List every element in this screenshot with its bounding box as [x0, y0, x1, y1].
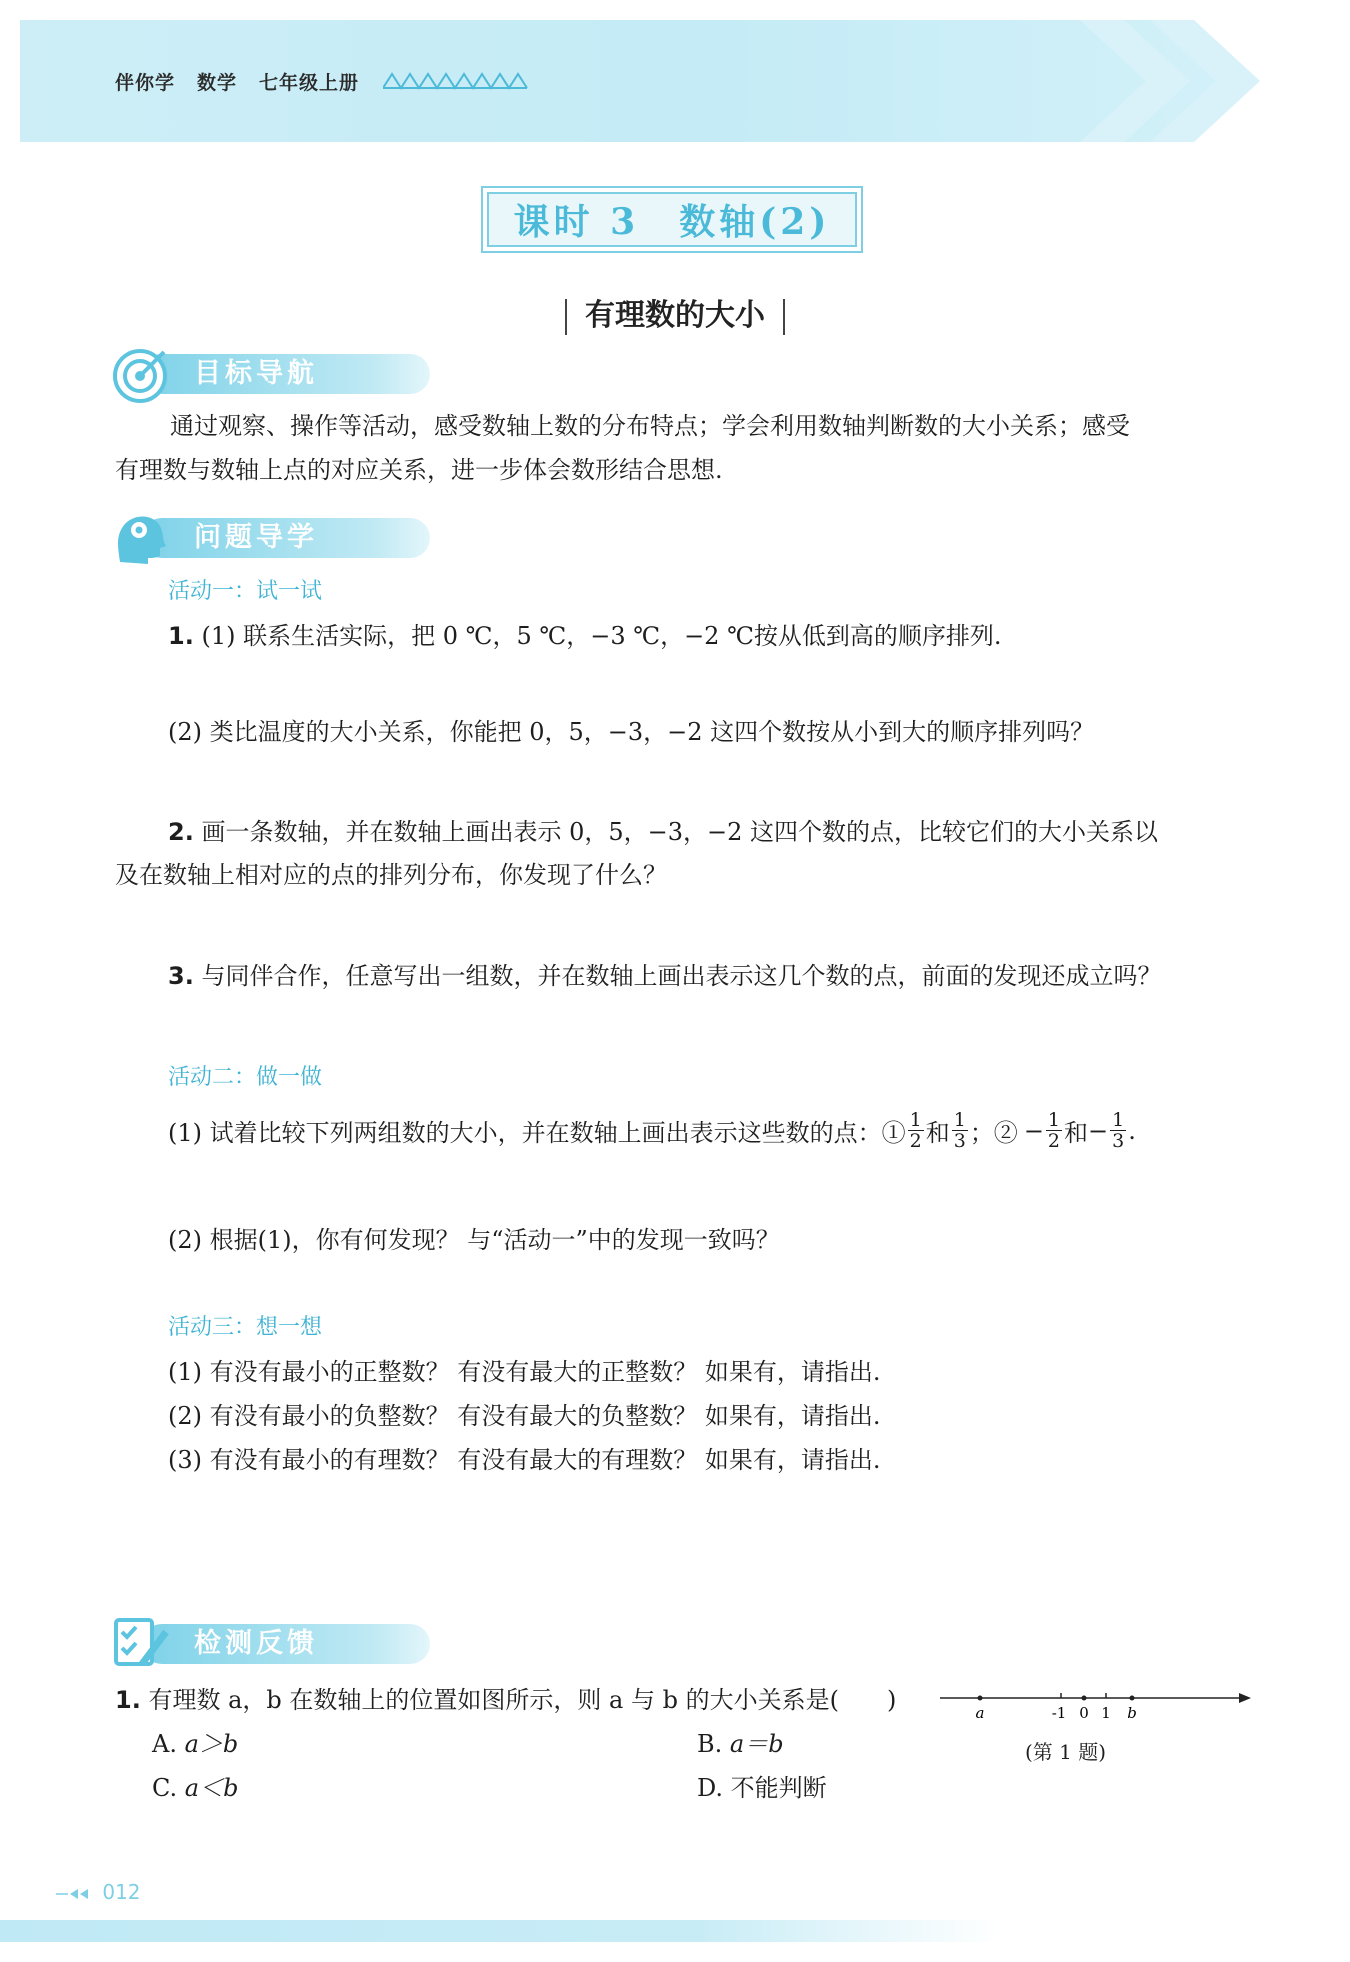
- tick-zero: [1082, 1696, 1087, 1701]
- double-arrow-icon: [56, 1887, 96, 1901]
- feedback-question1: [115, 1680, 896, 1715]
- section-subtitle: [0, 290, 1350, 335]
- fraction-negative-one-third: $\frac{1}{3}$: [1112, 1109, 1125, 1152]
- guide-badge-label: 问题导学: [142, 518, 430, 558]
- book-grade: 七年级上册: [259, 72, 360, 94]
- option-c[interactable]: C. a＜b: [152, 1774, 239, 1802]
- goal-badge-label: 目标导航: [142, 354, 430, 394]
- label-b: b: [1127, 1704, 1137, 1722]
- page-number-text: 012: [102, 1880, 141, 1904]
- activity3-question1: (1) 有没有最小的正整数？ 有没有最大的正整数？ 如果有，请指出.: [168, 1358, 881, 1386]
- label-a: a: [975, 1704, 985, 1722]
- footer-band: [0, 1920, 1000, 1942]
- question-number: 1.: [115, 1686, 141, 1714]
- book-series: 伴你学: [115, 72, 176, 94]
- question-text: 画一条数轴，并在数轴上画出表示 0，5，−3，−2 这四个数的点，比较它们的大小关系以: [201, 818, 1159, 846]
- book-subject: 数学: [197, 72, 238, 94]
- triangle-pattern-icon: [383, 70, 528, 90]
- check-badge-label: 检测反馈: [142, 1624, 430, 1664]
- fraction-negative-one-half: $\frac{1}{2}$: [1047, 1109, 1061, 1152]
- option-b[interactable]: B. a＝b: [697, 1730, 784, 1758]
- point-a: [978, 1696, 983, 1701]
- activity2-question1: (1) 试着比较下列两组数的大小，并在数轴上画出表示这些数的点：① $\frac{1}{2}$ 和 $\frac{1}{3}$ ；② − $\frac{1}{2}$ 和 − $\frac{1}{3}$ .: [168, 1109, 1136, 1152]
- question-text: 有理数 a，b 在数轴上的位置如图所示，则 a 与 b 的大小关系是( ): [148, 1686, 897, 1714]
- arrow-right-icon: [1239, 1693, 1251, 1703]
- activity1-question2-line2: 及在数轴上相对应的点的排列分布，你发现了什么？: [115, 861, 667, 889]
- question-text: (1) 联系生活实际，把 0 ℃，5 ℃，−3 ℃，−2 ℃按从低到高的顺序排列.: [201, 622, 1002, 650]
- activity1-question2-line1: [168, 812, 1158, 847]
- lesson-number: 课时 3: [513, 201, 640, 243]
- activity1-question3: [168, 956, 1161, 991]
- number-line-figure: [935, 1682, 1260, 1732]
- activity3-question3: (3) 有没有最小的有理数？ 有没有最大的有理数？ 如果有，请指出.: [168, 1446, 881, 1474]
- point-b: [1130, 1696, 1135, 1701]
- activity1-question1b: (2) 类比温度的大小关系，你能把 0，5，−3，−2 这四个数按从小到大的顺序排列吗？: [168, 718, 1095, 746]
- lesson-name: 数轴(2): [679, 201, 831, 243]
- question-text: (1) 试着比较下列两组数的大小，并在数轴上画出表示这些数的点：①: [168, 1119, 906, 1147]
- question-number: 2.: [168, 818, 194, 846]
- label-zero: 0: [1079, 1704, 1089, 1722]
- subtitle-text: 有理数的大小: [585, 298, 765, 333]
- label-one: 1: [1101, 1704, 1111, 1722]
- target-icon: [112, 344, 172, 404]
- activity1-title: 活动一：试一试: [168, 579, 323, 604]
- book-header: [115, 68, 381, 95]
- page-number: [56, 1880, 141, 1904]
- activity3-title: 活动三：想一想: [168, 1315, 323, 1340]
- goal-text-line1: 通过观察、操作等活动，感受数轴上数的分布特点；学会利用数轴判断数的大小关系；感受: [170, 412, 1130, 440]
- activity1-question1a: [168, 616, 1002, 651]
- option-a[interactable]: A. a＞b: [152, 1730, 239, 1758]
- checklist-pencil-icon: [112, 1614, 172, 1674]
- head-gear-icon: [112, 508, 172, 568]
- label-minus-one: -1: [1051, 1704, 1067, 1722]
- figure-caption: (第 1 题): [1025, 1740, 1107, 1764]
- fraction-one-half: $\frac{1}{2}$: [909, 1109, 922, 1152]
- activity3-question2: (2) 有没有最小的负整数？ 有没有最大的负整数？ 如果有，请指出.: [168, 1402, 881, 1430]
- option-d[interactable]: D. 不能判断: [697, 1774, 827, 1802]
- question-number: 1.: [168, 622, 194, 650]
- fraction-one-third: $\frac{1}{3}$: [953, 1109, 966, 1152]
- activity2-question2: (2) 根据(1)，你有何发现？ 与“活动一”中的发现一致吗？: [168, 1226, 780, 1254]
- question-text: 与同伴合作，任意写出一组数，并在数轴上画出表示这几个数的点，前面的发现还成立吗？: [201, 962, 1162, 990]
- lesson-title-box: [481, 186, 863, 253]
- activity2-title: 活动二：做一做: [168, 1065, 323, 1090]
- goal-text-line2: 有理数与数轴上点的对应关系，进一步体会数形结合思想.: [115, 456, 723, 484]
- question-number: 3.: [168, 962, 194, 990]
